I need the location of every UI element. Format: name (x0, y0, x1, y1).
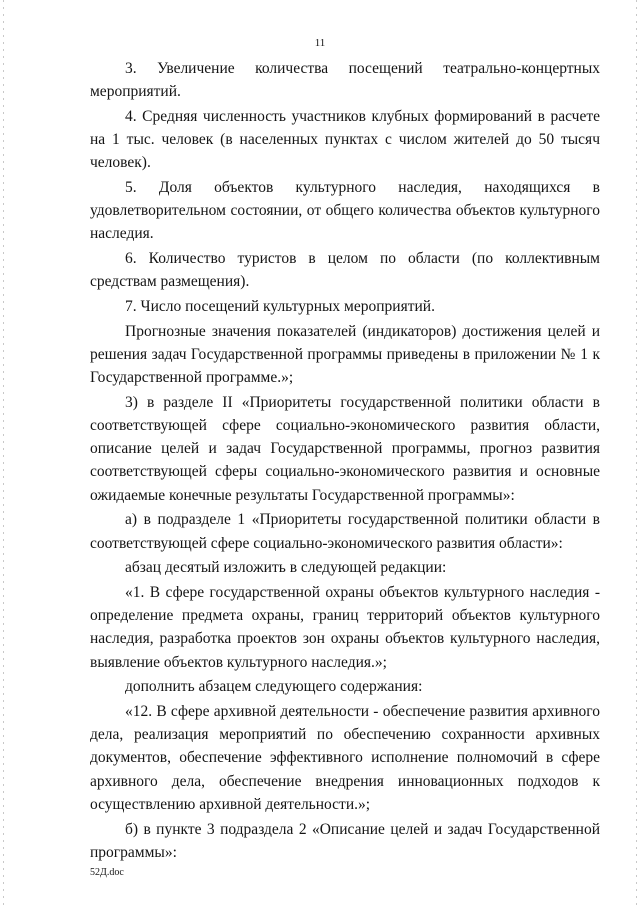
paragraph-quote-12: «12. В сфере архивной деятельности - обеспечение развития архивного дела, реализация мероприятий по обеспечению сохранности архивных документов, обеспечение эффективного исполнение полномочий в сфере архивного дела, обеспечение внедрения инновационных подходов к осуществлению архивной деятельности.»; (90, 702, 600, 813)
paragraph-point-b: б) в пункте 3 подраздела 2 «Описание целей и задач Государственной программы»: (90, 820, 600, 861)
paragraph-item-5: 5. Доля объектов культурного наследия, находящихся в удовлетворительном состоянии, от общего количества объектов культурного наследия. (90, 179, 600, 243)
paragraph-item-4: 4. Средняя численность участников клубных формирований в расчете на 1 тыс. человек (в населенных пунктах с числом жителей до 50 тысяч человек). (90, 107, 600, 172)
paragraph-add-abzac: дополнить абзацем следующего содержания: (125, 678, 423, 696)
paragraph-section-ii: 3) в разделе II «Приоритеты государственной политики области в соответствующей сфере социально-экономического развития области, описание целей и задач Государственной программы, прогноз развития соответствующей сферы социально-экономического развития и основные ожидаемые конечные результаты Государственной программы»: (90, 393, 600, 504)
paragraph-item-3: 3. Увеличение количества посещений театрально-концертных мероприятий. (90, 60, 600, 101)
scan-edge-right (636, 0, 637, 905)
page-number: 11 (314, 37, 326, 49)
paragraph-item-7: 7. Число посещений культурных мероприятий. (125, 298, 435, 316)
paragraph-forecast: Прогнозные значения показателей (индикаторов) достижения целей и решения задач Государственной программы приведены в приложении № 1 к Государственной программе.»; (90, 322, 600, 387)
document-body (90, 57, 600, 864)
paragraph-subsection-1: а) в подразделе 1 «Приоритеты государственной политики области в соответствующей сфере социально-экономического развития области»: (90, 511, 600, 552)
footer-filename: 52Д.doc (90, 867, 124, 878)
scan-edge-left (3, 0, 4, 905)
paragraph-item-6: 6. Количество туристов в целом по области (по коллективным средствам размещения). (90, 250, 600, 291)
paragraph-abzac-10: абзац десятый изложить в следующей редакции: (125, 559, 447, 577)
paragraph-quote-1: «1. В сфере государственной охраны объектов культурного наследия - определение предмета охраны, границ территорий объектов культурного наследия, разработка проектов зон охраны объектов культурного наследия, выявление объектов культурного наследия.»; (90, 583, 600, 671)
